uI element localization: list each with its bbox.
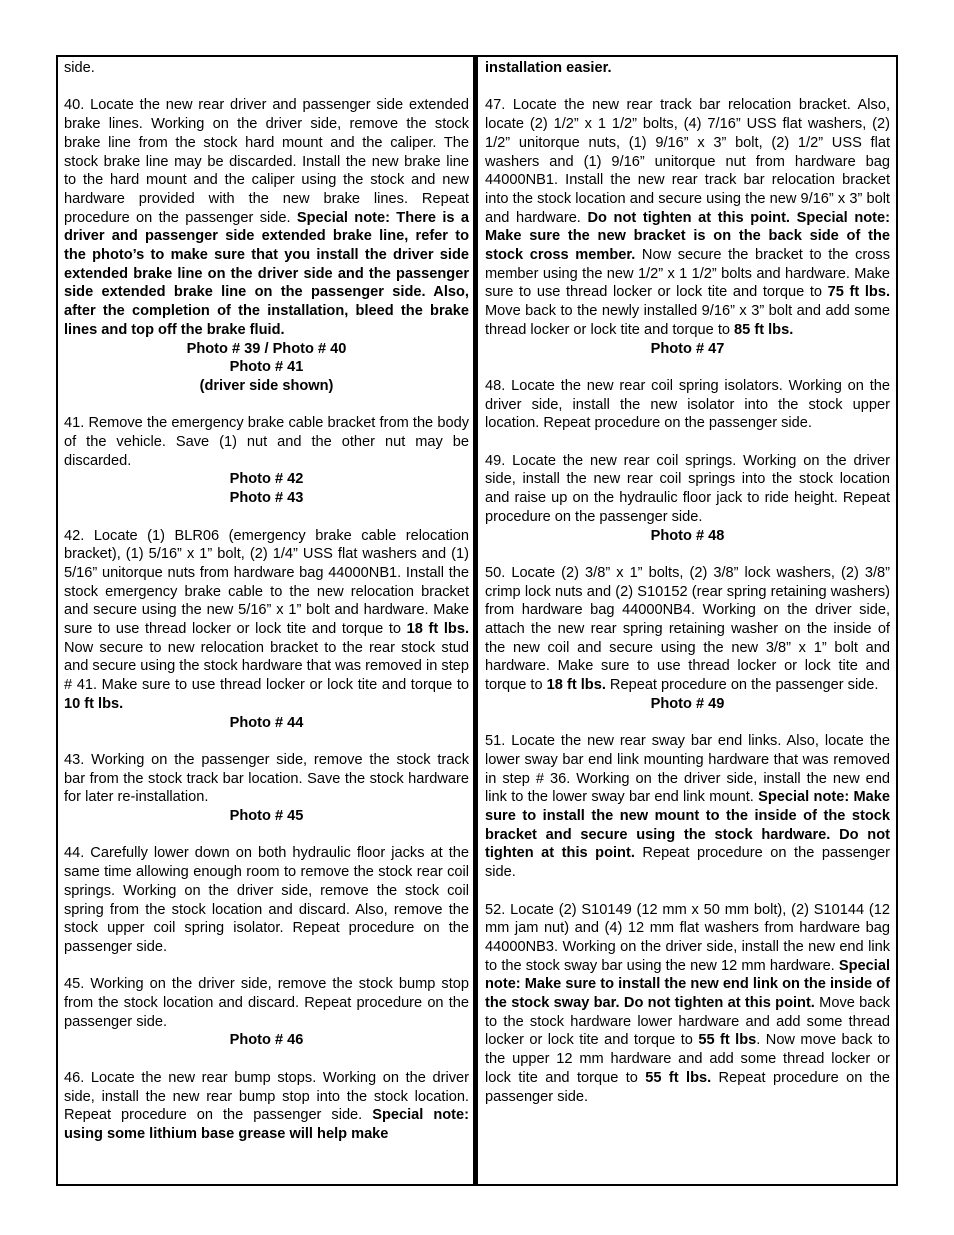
step-41-photos	[64, 470, 469, 507]
left-column	[64, 59, 469, 1144]
text: 46. Locate the new rear bump stops. Working on the driver side, install the new rear bump stop into the stock location. Repeat procedure on the passenger side.	[64, 1069, 469, 1124]
text: Repeat procedure on the passenger side.	[485, 1069, 891, 1105]
step-48	[485, 377, 890, 433]
step-50	[485, 564, 890, 695]
step-39-continuation	[64, 59, 469, 78]
text: side.	[64, 60, 95, 76]
photo-caption: Photo # 39 / Photo # 40	[186, 340, 347, 357]
step-46-continuation	[485, 59, 890, 78]
text: Now secure the bracket to the cross member using the new 1/2” x 1 1/2” bolts and hardware. Make sure to use thread locker or lock tite and torque to	[485, 247, 890, 301]
step-44	[64, 844, 469, 956]
special-note: Special note: Make sure to install the new end link on the inside of the stock sway bar. Do not tighten at this point.	[485, 957, 890, 1012]
text: 52. Locate (2) S10149 (12 mm x 50 mm bolt), (2) S10144 (12 mm jam nut) and (4) 12 mm flat washers from hardware bag 44000NB3. Working on the driver side, install the new end link to the stock sway bar using the new 12 mm hardware.	[485, 901, 890, 974]
step-52	[485, 901, 890, 1107]
special-note: Do not tighten at this point. Special note: Make sure the new bracket is on the back side of the stock cross member.	[485, 209, 890, 264]
step-45-photos	[64, 1031, 469, 1050]
text: Move back to the stock hardware lower hardware and add some thread locker or lock tite and torque to	[485, 995, 891, 1049]
text: installation easier.	[485, 60, 612, 76]
step-40-photos	[64, 340, 469, 396]
step-42	[64, 527, 469, 714]
step-49	[485, 452, 890, 527]
text: . Now move back to the upper 12 mm hardware and add some thread locker or lock tite and torque to	[485, 1032, 890, 1086]
photo-caption: (driver side shown)	[199, 377, 334, 394]
photo-caption: Photo # 46	[229, 1032, 304, 1049]
step-40-special-note: Special note: There is a driver and passenger side extended brake line, refer to the photo’s to make sure that you install the driver side extended brake line on the driver side and the passenger side extended brake line on the passenger side. Also, after the completion of the installation, bleed the brake lines and top off the brake fluid.	[64, 209, 469, 338]
step-46-special-note: Special note: using some lithium base grease will help make	[64, 1107, 469, 1142]
special-note: Special note: Make sure to install the new mount to the inside of the stock bracket and secure using the stock hardware. Do not tighten at this point.	[485, 789, 890, 862]
step-43	[64, 751, 469, 807]
photo-caption: Photo # 48	[650, 527, 725, 544]
photo-caption: Photo # 45	[229, 808, 304, 825]
step-51	[485, 732, 890, 882]
torque-value: 75 ft lbs.	[827, 284, 891, 301]
torque-value: 55 ft lbs	[698, 1032, 757, 1049]
torque-value: 18 ft lbs.	[406, 621, 470, 638]
torque-value: 55 ft lbs.	[645, 1069, 712, 1086]
text: Repeat procedure on the passenger side.	[485, 845, 890, 881]
step-46	[64, 1069, 469, 1144]
text: Repeat procedure on the passenger side.	[605, 677, 879, 694]
step-47-photos	[485, 340, 890, 359]
step-49-photos	[485, 527, 890, 546]
step-40-text: 40. Locate the new rear driver and passenger side extended brake lines. Working on the driver side, remove the stock brake line from the stock hard mount and the caliper. The stock brake line may be discarded. Install the new brake line to the hard mount and the caliper using the stock and new hardware provided with the new brake lines. Repeat procedure on the passenger side.	[64, 97, 469, 226]
step-41	[64, 414, 469, 470]
right-column	[485, 59, 890, 1106]
step-41-text: 41. Remove the emergency brake cable bracket from the body of the vehicle. Save (1) nut and the other nut may be discarded.	[64, 415, 469, 469]
text: 42. Locate (1) BLR06 (emergency brake cable relocation bracket), (1) 5/16” x 1” bolt, (2) 1/4” USS flat washers and (1) 5/16” unitorque nuts from hardware bag 44000NB1. Install the stock emergency brake cable to the new relocation bracket and secure using the new 5/16” x 1” bolt and hardware. Make sure to use thread locker or lock tite and torque to	[64, 527, 469, 638]
step-43-photos	[64, 807, 469, 826]
photo-caption: Photo # 42	[229, 471, 304, 488]
photo-caption: Photo # 49	[650, 695, 725, 712]
text: Now secure to new relocation bracket to the rear stock stud and secure using the stock hardware that was removed in step # 41. Make sure to use thread locker or lock tite and torque to	[64, 639, 469, 694]
photo-caption: Photo # 47	[650, 340, 725, 357]
step-40	[64, 96, 469, 339]
step-50-photos	[485, 695, 890, 714]
photo-caption: Photo # 43	[229, 490, 304, 507]
photo-caption: Photo # 44	[229, 714, 304, 731]
text: 50. Locate (2) 3/8” x 1” bolts, (2) 3/8” lock washers, (2) 3/8” crimp lock nuts and (2) S10152 (rear spring retaining washers) from hardware bag 44000NB4. Working on the driver side, attach the new rear spring retaining washer on the inside of the new coil and secure using the new 3/8” x 1” bolt and hardware. Make sure to use thread locker or lock tite and torque to	[485, 564, 890, 694]
torque-value: 18 ft lbs.	[546, 677, 606, 694]
text: 51. Locate the new rear sway bar end links. Also, locate the lower sway bar end link mounting hardware that was removed in step # 36. Working on the driver side, install the new end link to the lower sway bar end link mount.	[485, 733, 890, 806]
photo-caption: Photo # 41	[229, 359, 304, 376]
column-divider	[473, 55, 478, 1186]
step-47	[485, 96, 890, 339]
text: 44. Carefully lower down on both hydraulic floor jacks at the same time allowing enough room to remove the stock rear coil springs. Working on the driver side, remove the stock coil spring from the stock location and discard. Also, remove the stock upper coil spring isolator. Repeat procedure on the passenger side.	[64, 845, 469, 955]
step-45	[64, 975, 469, 1031]
text: 43. Working on the passenger side, remove the stock track bar from the stock track bar location. Save the stock hardware for later re-installation.	[64, 751, 469, 806]
text: 45. Working on the driver side, remove the stock bump stop from the stock location and discard. Repeat procedure on the passenger side.	[64, 976, 469, 1030]
text: 48. Locate the new rear coil spring isolators. Working on the driver side, install the new isolator into the stock upper location. Repeat procedure on the passenger side.	[485, 377, 890, 432]
step-42-photos	[64, 714, 469, 733]
text: Move back to the newly installed 9/16” x 3” bolt and add some thread locker or lock tite and torque to	[485, 303, 890, 338]
text: 49. Locate the new rear coil springs. Working on the driver side, install the new rear coil springs into the stock location and raise up on the hydraulic floor jack to ride height. Repeat procedure on the passenger side.	[485, 452, 890, 525]
torque-value: 85 ft lbs.	[734, 321, 794, 338]
torque-value: 10 ft lbs.	[64, 695, 124, 712]
text: 47. Locate the new rear track bar relocation bracket. Also, locate (2) 1/2” x 1 1/2” bolts, (4) 7/16” USS flat washers, (2) 1/2” unitorque nuts, (1) 9/16” x 3” bolt, (2) 1/2” USS flat washers and (1) 9/16” unitorque nut from hardware bag 44000NB1. Install the new rear track bar relocation bracket into the stock location and secure using the new 9/16” x 3” bolt and hardware.	[485, 97, 890, 226]
